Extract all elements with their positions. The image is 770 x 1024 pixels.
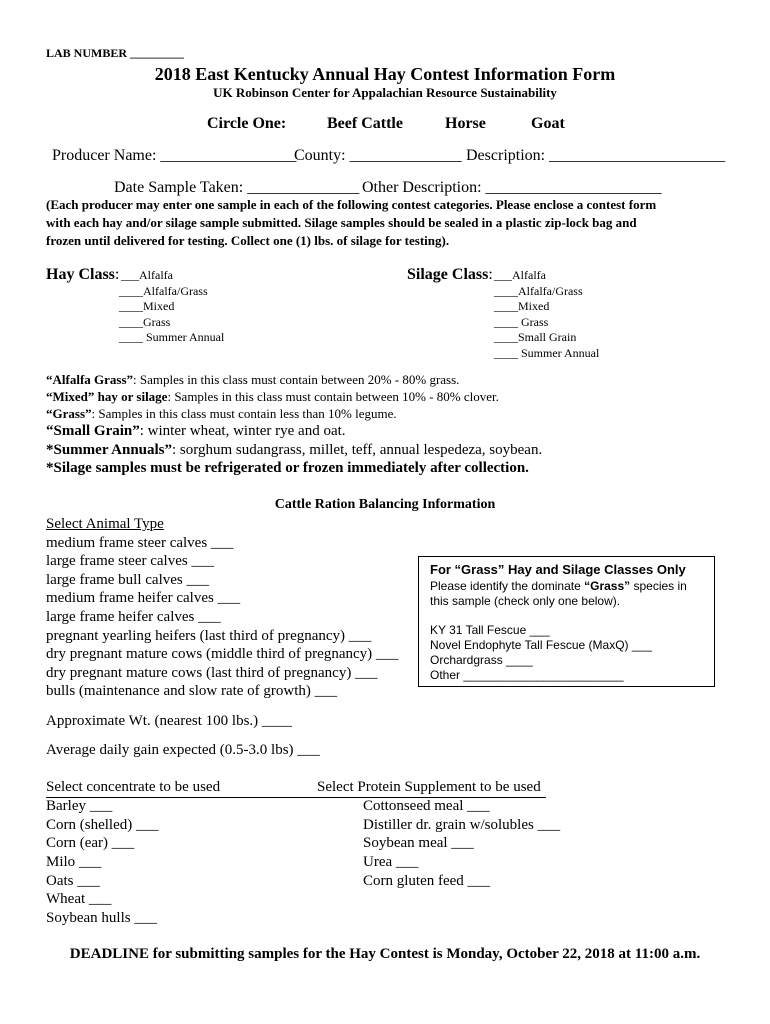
definition-summer-annuals <box>46 442 542 459</box>
concentrate-option[interactable]: Corn (shelled) ___ <box>46 817 159 833</box>
concentrate-option[interactable]: Corn (ear) ___ <box>46 835 135 851</box>
cattle-heading: Cattle Ration Balancing Information <box>274 497 496 512</box>
protein-option[interactable]: Cottonseed meal ___ <box>363 798 490 814</box>
protein-heading: Select Protein Supplement to be used <box>317 779 541 795</box>
instructions-line: frozen until delivered for testing. Collect one (1) lbs. of silage for testing). <box>46 233 450 248</box>
animal-type-option[interactable]: large frame steer calves ___ <box>46 553 214 569</box>
grass-species-option[interactable]: Other ________________________ <box>430 668 624 682</box>
option-horse[interactable]: Horse <box>445 115 486 132</box>
animal-type-option[interactable]: large frame heifer calves ___ <box>46 609 221 625</box>
definition-text: : Samples in this class must contain between 20% - 80% grass. <box>133 372 460 387</box>
silage-class-heading: Silage Class: <box>407 266 493 283</box>
definition-text: : sorghum sudangrass, millet, teff, annual lespedeza, soybean. <box>172 442 543 458</box>
option-beef-cattle[interactable]: Beef Cattle <box>327 115 403 132</box>
concentrate-option[interactable]: Milo ___ <box>46 854 102 870</box>
protein-option[interactable]: Soybean meal ___ <box>363 835 474 851</box>
definition-mixed <box>46 389 499 405</box>
lab-number-field: LAB NUMBER _________ <box>46 46 185 60</box>
definition-term: “Mixed” hay or silage <box>46 389 168 404</box>
concentrate-heading: Select concentrate to be used <box>46 779 221 795</box>
hay-class-option[interactable]: ___Alfalfa <box>121 268 173 282</box>
definition-text: : Samples in this class must contain less than 10% legume. <box>91 406 397 421</box>
grass-box-intro-text: Please identify the dominate <box>430 579 585 593</box>
concentrate-option[interactable]: Barley ___ <box>46 798 113 814</box>
hay-class-option[interactable]: ____ Summer Annual <box>119 330 225 344</box>
definition-text: : Samples in this class must contain between 10% - 80% clover. <box>167 389 499 404</box>
silage-class-option[interactable]: ___Alfalfa <box>494 268 546 282</box>
definition-grass <box>46 406 397 422</box>
protein-option[interactable]: Distiller dr. grain w/solubles ___ <box>363 817 561 833</box>
animal-type-option[interactable]: large frame bull calves ___ <box>46 572 209 588</box>
form-title: 2018 East Kentucky Annual Hay Contest Information Form <box>154 64 616 84</box>
grass-species-option[interactable]: Novel Endophyte Tall Fescue (MaxQ) ___ <box>430 638 652 652</box>
circle-one-label: Circle One: <box>207 115 287 132</box>
producer-name-field[interactable]: Producer Name: _________________ <box>52 147 297 164</box>
grass-box-intro-line2: this sample (check only one below). <box>430 594 621 608</box>
definition-term: *Summer Annuals” <box>46 442 173 458</box>
hay-class-option[interactable]: ____Alfalfa/Grass <box>119 284 208 298</box>
grass-species-box <box>418 556 715 687</box>
grass-box-intro-text-end: species in <box>630 579 687 593</box>
concentrate-option[interactable]: Wheat ___ <box>46 891 112 907</box>
animal-type-option[interactable]: dry pregnant mature cows (last third of pregnancy) ___ <box>46 665 378 681</box>
definition-small-grain <box>46 423 346 440</box>
silage-class-option[interactable]: ____Mixed <box>494 299 550 313</box>
animal-type-option[interactable]: dry pregnant mature cows (middle third of pregnancy) ___ <box>46 646 399 662</box>
animal-type-option[interactable]: bulls (maintenance and slow rate of growth) ___ <box>46 683 338 699</box>
protein-option[interactable]: Corn gluten feed ___ <box>363 873 491 889</box>
grass-box-intro-grass: “Grass” <box>584 579 631 593</box>
grass-species-option[interactable]: KY 31 Tall Fescue ___ <box>430 623 550 637</box>
silage-class-option[interactable]: ____ Grass <box>494 315 549 329</box>
option-goat[interactable]: Goat <box>531 115 565 132</box>
hay-class-option[interactable]: ____Mixed <box>119 299 175 313</box>
concentrate-option[interactable]: Soybean hulls ___ <box>46 910 157 926</box>
definition-term: “Grass” <box>46 406 92 421</box>
grass-box-title: For “Grass” Hay and Silage Classes Only <box>430 562 686 577</box>
silage-class-option[interactable]: ____Alfalfa/Grass <box>494 284 583 298</box>
date-sample-taken-field[interactable]: Date Sample Taken: ______________ <box>114 179 360 196</box>
approximate-weight-field[interactable]: Approximate Wt. (nearest 100 lbs.) ____ <box>46 713 292 729</box>
grass-species-option[interactable]: Orchardgrass ____ <box>430 653 533 667</box>
form-subtitle: UK Robinson Center for Appalachian Resource Sustainability <box>213 85 557 100</box>
grass-box-intro <box>430 579 687 593</box>
definition-alfalfa-grass <box>46 372 459 388</box>
protein-option[interactable]: Urea ___ <box>363 854 419 870</box>
animal-type-option[interactable]: medium frame heifer calves ___ <box>46 590 241 606</box>
instructions-line: (Each producer may enter one sample in each of the following contest categories. Please enclose a contest form <box>46 197 657 212</box>
daily-gain-field[interactable]: Average daily gain expected (0.5-3.0 lbs) ___ <box>46 742 320 758</box>
animal-type-option[interactable]: pregnant yearling heifers (last third of pregnancy) ___ <box>46 628 372 644</box>
hay-class-heading: Hay Class: <box>46 266 120 283</box>
silage-class-option[interactable]: ____ Summer Annual <box>494 346 600 360</box>
description-field[interactable]: Description: ______________________ <box>466 147 726 164</box>
select-animal-type-label: Select Animal Type <box>46 516 164 532</box>
definition-text: : winter wheat, winter rye and oat. <box>139 423 346 439</box>
silage-class-label: Silage Class <box>407 266 489 283</box>
definition-term: “Alfalfa Grass” <box>46 372 134 387</box>
definition-term: “Small Grain” <box>46 423 140 439</box>
concentrate-option[interactable]: Oats ___ <box>46 873 100 889</box>
silage-class-option[interactable]: ____Small Grain <box>494 330 577 344</box>
county-field[interactable]: County: ______________ <box>294 147 462 164</box>
hay-class-option[interactable]: ____Grass <box>119 315 171 329</box>
deadline-notice: DEADLINE for submitting samples for the Hay Contest is Monday, October 22, 2018 at 11:00 a.m. <box>69 946 701 962</box>
other-description-field[interactable]: Other Description: ______________________ <box>362 179 662 196</box>
instructions-line: with each hay and/or silage sample submitted. Silage samples should be sealed in a plastic zip-lock bag and <box>46 215 637 230</box>
silage-note: *Silage samples must be refrigerated or frozen immediately after collection. <box>46 460 529 476</box>
hay-class-label: Hay Class <box>46 266 115 283</box>
animal-type-option[interactable]: medium frame steer calves ___ <box>46 535 234 551</box>
